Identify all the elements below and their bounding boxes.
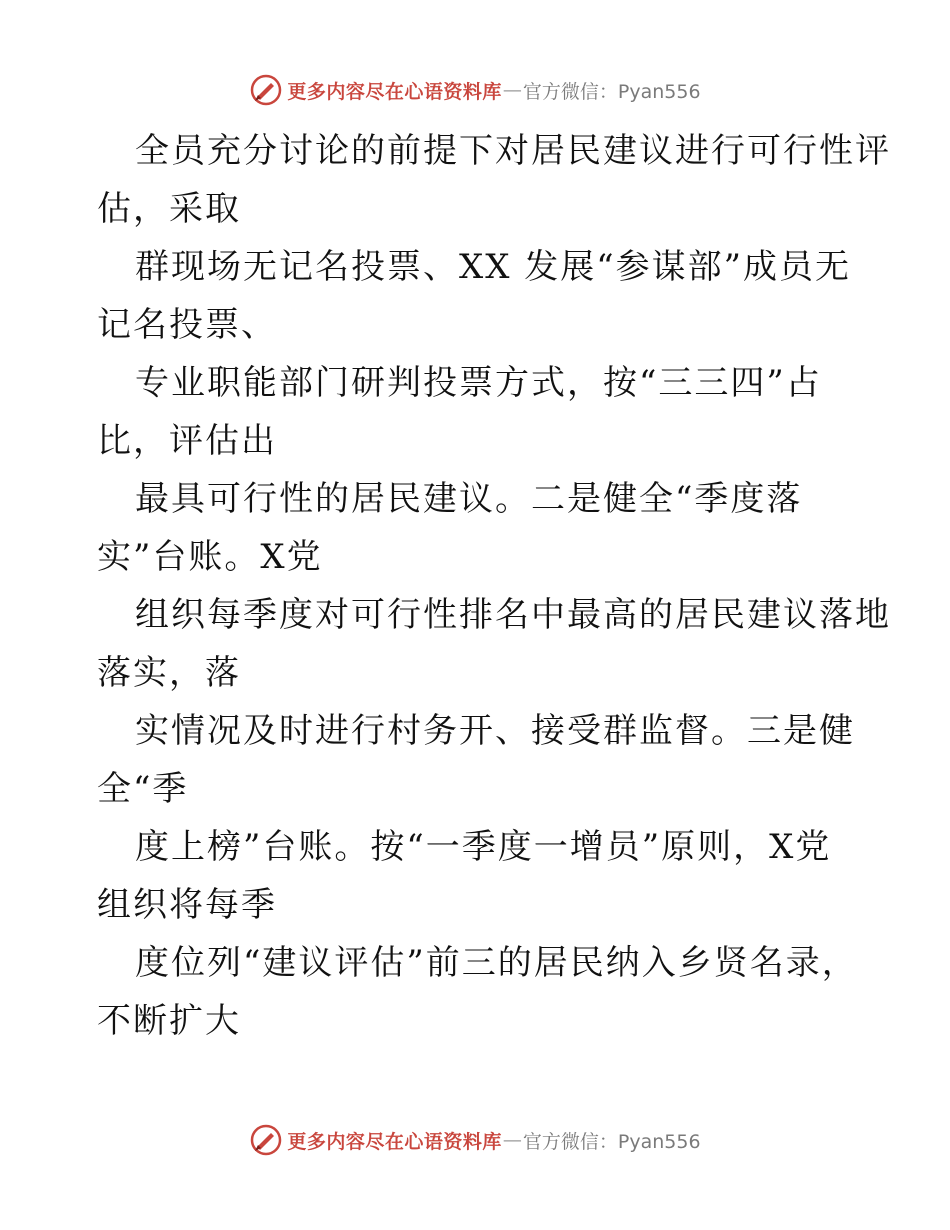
footer-watermark: [0, 1120, 950, 1160]
paragraph-line: 专业职能部门研判投票方式，按“三三四”占: [135, 363, 822, 403]
paragraph: [97, 238, 877, 354]
paragraph-line: 组织每季度对可行性排名中最高的居民建议落地: [135, 595, 891, 635]
pen-logo-icon: [249, 1123, 283, 1157]
paragraph-line: 实情况及时进行村务开、接受群监督。三是健: [135, 711, 855, 751]
watermark-sub-text: 官方微信：Pyan556: [522, 1130, 701, 1153]
paragraph: [97, 818, 877, 934]
paragraph-line: 比，评估出: [97, 421, 277, 461]
watermark-dash: —: [502, 79, 522, 101]
paragraph: [97, 354, 877, 470]
paragraph-line: 不断扩大: [97, 1001, 241, 1041]
paragraph: [97, 702, 877, 818]
paragraph-line: 组织将每季: [97, 885, 277, 925]
paragraph-line: 全“季: [97, 769, 189, 809]
paragraph: [97, 122, 891, 238]
paragraph-line: 实”台账。X党: [97, 537, 323, 577]
paragraph-line: 群现场无记名投票、XX 发展“参谋部”成员无: [135, 247, 851, 287]
paragraph: [97, 586, 891, 702]
paragraph: [97, 470, 877, 586]
paragraph-line: 估，采取: [97, 189, 241, 229]
watermark-sub-text: 官方微信：Pyan556: [522, 80, 701, 103]
paragraph-line: 落实，落: [97, 653, 241, 693]
pen-logo-icon: [249, 73, 283, 107]
paragraph: [97, 934, 877, 1050]
paragraph-line: 记名投票、: [97, 305, 277, 345]
watermark-main-text: 更多内容尽在心语资料库: [287, 1130, 502, 1153]
watermark-main-text: 更多内容尽在心语资料库: [287, 80, 502, 103]
paragraph-line: 最具可行性的居民建议。二是健全“季度落: [135, 479, 803, 519]
paragraph-line: 度位列“建议评估”前三的居民纳入乡贤名录，: [135, 943, 858, 983]
watermark-dash: —: [502, 1129, 522, 1151]
header-watermark: [0, 70, 950, 110]
paragraph-line: 度上榜”台账。按“一季度一增员”原则，X党: [135, 827, 832, 867]
paragraph-line: 全员充分讨论的前提下对居民建议进行可行性评: [135, 131, 891, 171]
document-body: [97, 122, 891, 1050]
